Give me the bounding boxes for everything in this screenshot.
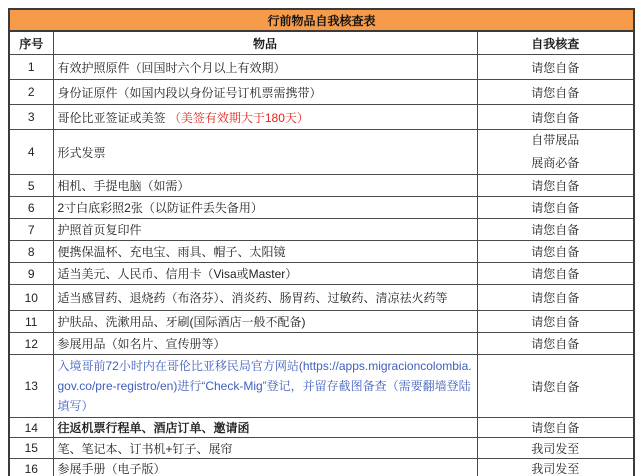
item-cell: 往返机票行程单、酒店订单、邀请函	[53, 418, 477, 438]
item-cell: 2寸白底彩照2张（以防证件丢失备用）	[53, 197, 477, 219]
check-cell: 请您自备	[477, 355, 634, 418]
table-row	[9, 80, 634, 105]
row-number-cell: 4	[9, 130, 53, 175]
column-header-selfcheck: 自我核查	[477, 31, 634, 55]
item-cell: 护肤品、洗漱用品、牙刷(国际酒店一般不配备)	[53, 311, 477, 333]
item-cell: 适当美元、人民币、信用卡（Visa或Master）	[53, 263, 477, 285]
row-number-cell: 11	[9, 311, 53, 333]
item-text-red-note: （美签有效期大于180天）	[168, 110, 309, 125]
pre-departure-checklist-table	[8, 8, 635, 476]
check-cell: 请您自备	[477, 105, 634, 130]
table-row	[9, 459, 634, 476]
row-number-cell: 1	[9, 55, 53, 80]
item-cell: 参展用品（如名片、宣传册等）	[53, 333, 477, 355]
check-cell: 请您自备	[477, 219, 634, 241]
check-cell: 我司发至	[477, 438, 634, 459]
check-line-2: 展商必备	[531, 156, 580, 170]
row-number-cell: 5	[9, 175, 53, 197]
item-cell: 参展手册（电子版）	[53, 459, 477, 476]
check-cell: 请您自备	[477, 241, 634, 263]
table-row	[9, 285, 634, 311]
column-header-item: 物品	[53, 31, 477, 55]
table-row	[9, 241, 634, 263]
table-row	[9, 55, 634, 80]
row-number-cell: 12	[9, 333, 53, 355]
table-header-row	[9, 31, 634, 55]
row-number-cell: 15	[9, 438, 53, 459]
row-number-cell: 6	[9, 197, 53, 219]
check-cell	[477, 130, 634, 175]
item-cell: 相机、手提电脑（如需）	[53, 175, 477, 197]
check-cell: 请您自备	[477, 80, 634, 105]
table-row	[9, 219, 634, 241]
item-cell: 笔、笔记本、订书机+钉子、展帘	[53, 438, 477, 459]
check-cell: 请您自备	[477, 333, 634, 355]
check-cell: 请您自备	[477, 285, 634, 311]
row-number-cell: 7	[9, 219, 53, 241]
check-cell: 请您自备	[477, 418, 634, 438]
check-cell: 我司发至	[477, 459, 634, 476]
table-row	[9, 105, 634, 130]
row-number-cell: 9	[9, 263, 53, 285]
table-row	[9, 418, 634, 438]
check-cell: 请您自备	[477, 197, 634, 219]
item-cell: 有效护照原件（回国时六个月以上有效期）	[53, 55, 477, 80]
table-row	[9, 355, 634, 418]
row-number-cell: 3	[9, 105, 53, 130]
table-row	[9, 130, 634, 175]
check-cell: 请您自备	[477, 311, 634, 333]
check-cell: 请您自备	[477, 175, 634, 197]
table-title-row	[9, 9, 634, 31]
row-number-cell: 13	[9, 355, 53, 418]
row-number-cell: 16	[9, 459, 53, 476]
table-row	[9, 311, 634, 333]
item-cell: 形式发票	[53, 130, 477, 175]
table-row	[9, 197, 634, 219]
item-cell: 身份证原件（如国内段以身份证号订机票需携带）	[53, 80, 477, 105]
checklist-container	[8, 8, 635, 476]
row-number-cell: 14	[9, 418, 53, 438]
table-row	[9, 438, 634, 459]
table-title: 行前物品自我核查表	[9, 9, 634, 31]
item-cell: 护照首页复印件	[53, 219, 477, 241]
item-text: 哥伦比亚签证或美签	[57, 110, 169, 125]
check-cell: 请您自备	[477, 263, 634, 285]
item-cell: 适当感冒药、退烧药（布洛芬）、消炎药、肠胃药、过敏药、清凉祛火药等	[53, 285, 477, 311]
item-cell: 便携保温杯、充电宝、雨具、帽子、太阳镜	[53, 241, 477, 263]
item-cell: 入境哥前72小时内在哥伦比亚移民局官方网站(https://apps.migracioncolombia.gov.co/pre-registro/en)进行“Check-Mig”登记，并留存截图备查（需要翻墙登陆填写）	[53, 355, 477, 418]
item-cell	[53, 105, 477, 130]
row-number-cell: 2	[9, 80, 53, 105]
column-header-number: 序号	[9, 31, 53, 55]
check-cell: 请您自备	[477, 55, 634, 80]
check-line-1: 自带展品	[531, 133, 580, 147]
row-number-cell: 8	[9, 241, 53, 263]
table-row	[9, 175, 634, 197]
table-row	[9, 263, 634, 285]
row-number-cell: 10	[9, 285, 53, 311]
table-row	[9, 333, 634, 355]
